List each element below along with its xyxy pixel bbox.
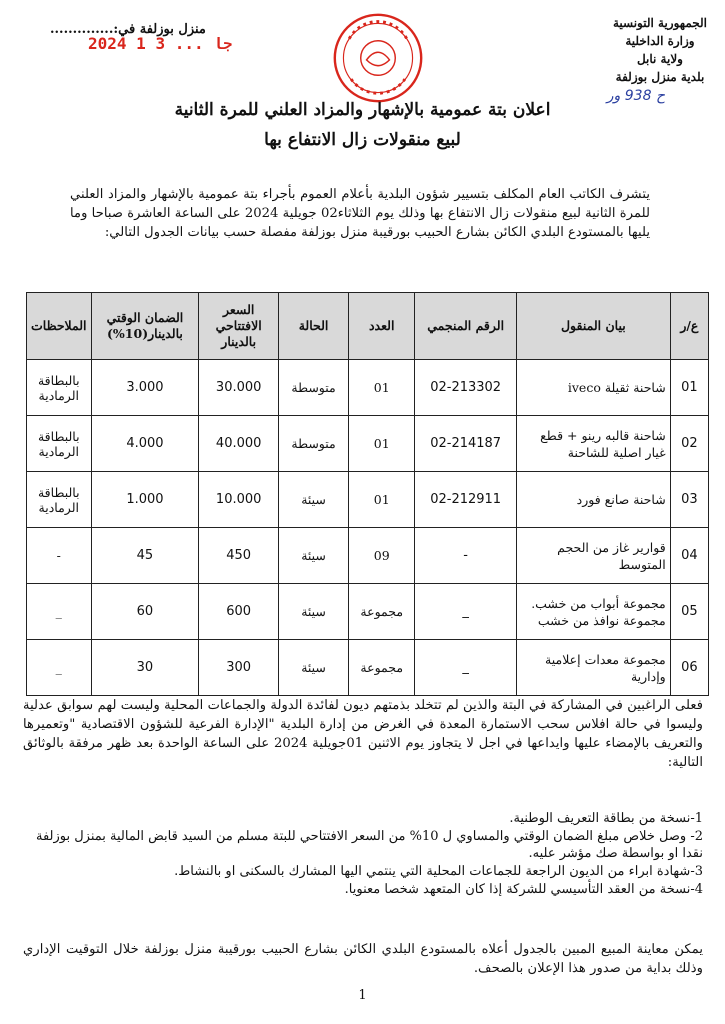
document-item: 2- وصل خلاص مبلغ الضمان الوقتي والمساوي ل 10% من السعر الافتتاحي للبتة مسلم من السيد قابض المالية بمنزل بوزلفة نقدا او بواسطة صك مؤشر عليه. [35, 829, 703, 861]
header-opening-price: السعر الافتتاحي بالدينار [199, 293, 279, 360]
ministry-line: ولاية نابل [636, 52, 683, 66]
date-stamp: 2024 جا ... 3 1 [88, 34, 233, 53]
item-count: 01 [349, 472, 415, 528]
intro-paragraph: يتشرف الكاتب العام المكلف بتسيير شؤون البلدية بأعلام العموم بأجراء بتة عمومية بالإشهار والمزاد العلني للمرة الثانية لبيع منقولات زال الانتفاع بها وذلك يوم الثلاثاء02 جويلية 2024 على الساعة العاشرة صباحا وما يليها بالمستودع البلدي الكائن بشارع الحبيب بورقيبة منزل بوزلفة مفصلة حسب بيانات الجدول التالي: [70, 187, 651, 240]
item-notes: - [27, 528, 92, 584]
place-dots: .............. [50, 22, 114, 37]
municipal-seal-icon [330, 10, 426, 106]
announcement-subtitle: لبيع منقولات زال الانتفاع بها [264, 130, 461, 150]
table-row [27, 640, 709, 696]
table-row [27, 528, 709, 584]
announcement-title: اعلان بتة عمومية بالإشهار والمزاد العلني للمرة الثانية [174, 100, 551, 120]
opening-price: 30.000 [199, 360, 279, 416]
ministry-line: وزارة الداخلية [625, 34, 695, 48]
table-row [27, 472, 709, 528]
document-item: 1-نسخة من بطاقة التعريف الوطنية. [509, 811, 703, 826]
item-count: 01 [349, 416, 415, 472]
plate-number: _ [415, 584, 517, 640]
header-guarantee: الضمان الوقتي بالدينار(10%) [91, 293, 199, 360]
header-notes: الملاحظات [27, 293, 92, 360]
item-description: شاحنة صانع فورد [516, 472, 670, 528]
registration-number: ح 938 ور [606, 88, 665, 104]
opening-price: 40.000 [199, 416, 279, 472]
opening-price: 10.000 [199, 472, 279, 528]
item-condition: سيئة [279, 584, 349, 640]
row-index: 01 [670, 360, 708, 416]
item-notes: _ [27, 640, 92, 696]
plate-number: 02-214187 [415, 416, 517, 472]
item-condition: سيئة [279, 472, 349, 528]
item-description: مجموعة معدات إعلامية وإدارية [516, 640, 670, 696]
item-description: قوارير غاز من الحجم المتوسط [516, 528, 670, 584]
ministry-line: بلدية منزل بوزلفة [615, 70, 705, 84]
guarantee-amount: 4.000 [91, 416, 199, 472]
row-index: 02 [670, 416, 708, 472]
header-item: بيان المنقول [516, 293, 670, 360]
item-description: مجموعة أبواب من خشب. مجموعة نوافذ من خشب [516, 584, 670, 640]
item-count: 01 [349, 360, 415, 416]
place-label: منزل بوزلفة في: [113, 22, 206, 37]
guarantee-amount: 60 [91, 584, 199, 640]
table-row [27, 416, 709, 472]
opening-price: 600 [199, 584, 279, 640]
header-plate: الرقم المنجمي [415, 293, 517, 360]
table-row [27, 360, 709, 416]
opening-price: 300 [199, 640, 279, 696]
header-condition: الحالة [279, 293, 349, 360]
item-description: شاحنة قالبه رينو + قطع غيار اصلية للشاحنة [516, 416, 670, 472]
document-item: 4-نسخة من العقد التأسيسي للشركة إذا كان المتعهد شخصا معنويا. [344, 882, 703, 897]
plate-number: 02-212911 [415, 472, 517, 528]
ministry-header [613, 14, 707, 86]
item-notes: بالبطاقة الرمادية [27, 472, 92, 528]
item-count: مجموعة [349, 640, 415, 696]
item-condition: متوسطة [279, 360, 349, 416]
item-description: شاحنة ثقيلة iveco [516, 360, 670, 416]
conditions-paragraph: فعلى الراغبين في المشاركة في البتة والذين لم تتخلد بذمتهم ديون لفائدة الدولة والجماعات المحلية وليست لهم سوابق عدلية وليسوا في حالة افلاس سحب الاستمارة المعدة في الغرض من إدارة البلدية "الإدارة الفرعية للشؤون الاقتصادية "وتعميرها والتعريف بالإمضاء عليها وايداعها في اجل لا يتجاوز يوم الاثنين 01جويلية 2024 على الساعة الواحدة بعد ظهر مرفقة بالوثائق التالية: [23, 698, 703, 770]
row-index: 05 [670, 584, 708, 640]
item-count: 09 [349, 528, 415, 584]
header-count: العدد [349, 293, 415, 360]
plate-number: - [415, 528, 517, 584]
table-row [27, 584, 709, 640]
item-condition: متوسطة [279, 416, 349, 472]
row-index: 03 [670, 472, 708, 528]
item-notes: بالبطاقة الرمادية [27, 360, 92, 416]
row-index: 04 [670, 528, 708, 584]
plate-number: 02-213302 [415, 360, 517, 416]
item-condition: سيئة [279, 528, 349, 584]
ministry-line: الجمهورية التونسية [612, 16, 707, 30]
guarantee-amount: 45 [91, 528, 199, 584]
opening-price: 450 [199, 528, 279, 584]
items-table [26, 292, 709, 696]
row-index: 06 [670, 640, 708, 696]
plate-number: _ [415, 640, 517, 696]
header-index: ع/ر [670, 293, 708, 360]
item-notes: _ [27, 584, 92, 640]
guarantee-amount: 30 [91, 640, 199, 696]
guarantee-amount: 3.000 [91, 360, 199, 416]
guarantee-amount: 1.000 [91, 472, 199, 528]
document-item: 3-شهادة ابراء من الديون الراجعة للجماعات المحلية التي ينتمي اليها المشارك بالسكنى او بالنشاط. [174, 864, 703, 879]
item-count: مجموعة [349, 584, 415, 640]
item-notes: بالبطاقة الرمادية [27, 416, 92, 472]
inspection-paragraph: يمكن معاينة المبيع المبين بالجدول أعلاه بالمستودع البلدي الكائن بشارع الحبيب بورقيبة منزل بوزلفة خلال التوقيت الإداري وذلك بداية من صدور هذا الإعلان بالصحف. [23, 942, 703, 976]
page-number: 1 [358, 988, 367, 1003]
table-header-row [27, 293, 709, 360]
required-documents [23, 810, 703, 899]
item-condition: سيئة [279, 640, 349, 696]
